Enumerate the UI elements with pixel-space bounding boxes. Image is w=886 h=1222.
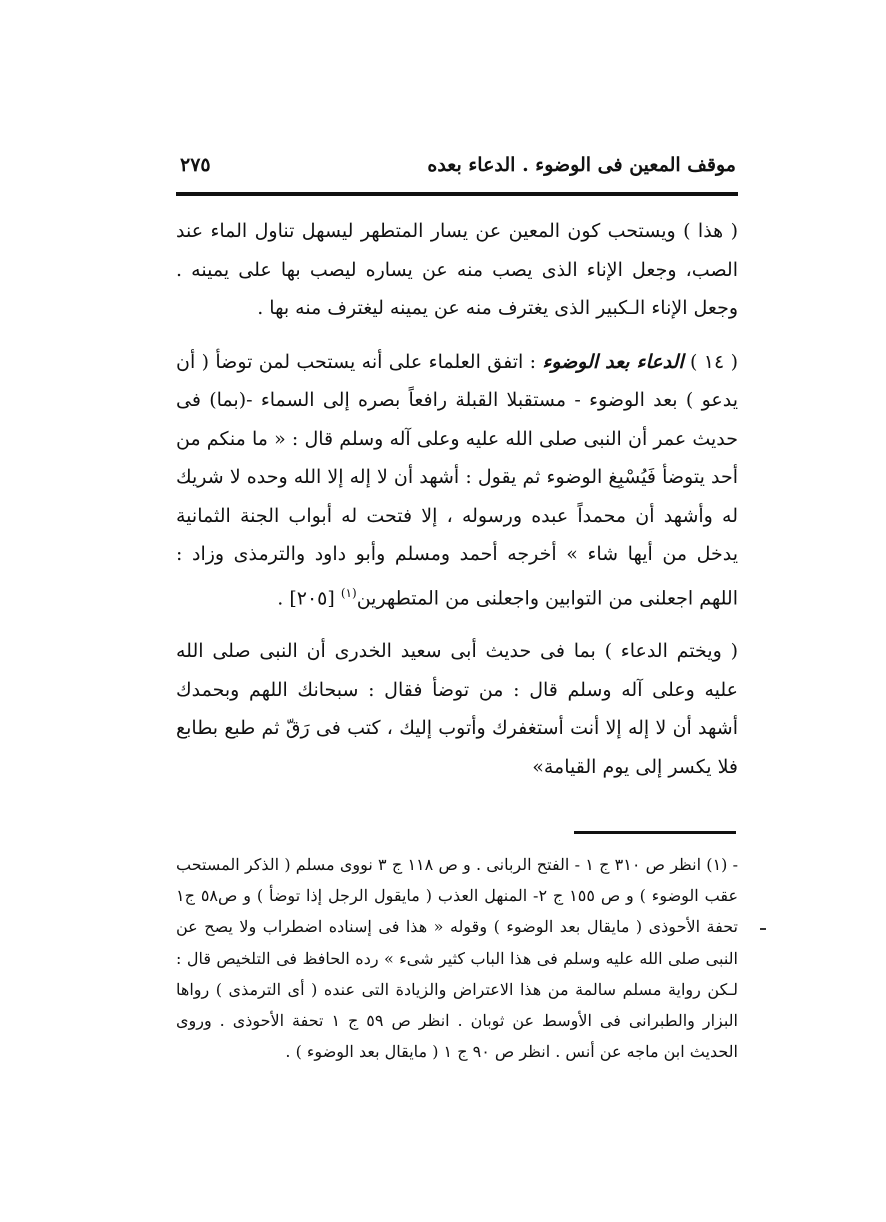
page-header [178,150,736,190]
hadith-reference-number: [٢٠٥] . [277,586,335,609]
footnotes [176,849,738,1067]
footnote-reference: (١) [340,585,357,600]
page-number: ٢٧٥ [180,154,211,176]
section-title: الدعاء بعد الوضوء [542,350,684,373]
running-title: موقف المعين فى الوضوء . الدعاء بعده [427,154,736,176]
header-rule [176,192,738,196]
section-number: ( ١٤ ) [690,350,739,373]
footnote-1: - (١) انظر ص ٣١٠ ج ١ - الفتح الربانى . و ص ١١٨ ج ٣ نووى مسلم ( الذكر المستحب عقب الوضوء ) و ص ١٥٥ ج ٢- المنهل العذب ( مايقول الرجل إذا توضأ ) و ص٥٨ ج١ تحفة الأحوذى ( مايقال بعد الوضوء ) وقوله « هذا فى إسناده اضطراب ولا يصح عن النبى صلى الله عليه وسلم فى هذا الباب كثير شىء » رده الحافظ فى التلخيص قال : لـكن رواية مسلم سالمة من هذا الاعتراض والزيادة التى عنده ( أى الترمذى ) رواها البزار والطبرانى فى الأوسط عن ثوبان . انظر ص ٥٩ ج ١ تحفة الأحوذى . وروى الحديث ابن ماجه عن أنس . انظر ص ٩٠ ج ١ ( مايقال بعد الوضوء ) . [176,855,739,1062]
scan-speck [760,928,766,930]
paragraph-dua-after-wudu [176,343,738,618]
body-text [176,212,738,786]
paragraph-helper-position: ( هذا ) ويستحب كون المعين عن يسار المتطهر ليسهل تناول الماء عند الصب، وجعل الإناء الذى يصب منه عن يساره ليصب بها على يمينه . وجعل الإناء الـكبير الذى يغترف منه عن يمينه ليغترف منه بها . [176,220,738,319]
paragraph-text: : اتفق العلماء على أنه يستحب لمن توضأ ( أن يدعو ) بعد الوضوء - مستقبلا القبلة رافعاً بصره إلى السماء -(بما) فى حديث عمر أن النبى صلى الله عليه وعلى آله وسلم قال : « ما منكم من أحد يتوضأ فَيُسْبِغ الوضوء ثم يقول : أشهد أن لا إله إلا الله وحده لا شريك له وأشهد أن محمداً عبده ورسوله ، إلا فتحت له أبواب الجنة الثمانية يدخل من أيها شاء » أخرجه أحمد ومسلم وأبو داود والترمذى وزاد : اللهم اجعلنى من التوابين واجعلنى من المتطهرين [176,350,738,609]
footnote-rule [574,831,736,834]
paragraph-closing-dua: ( ويختم الدعاء ) بما فى حديث أبى سعيد الخدرى أن النبى صلى الله عليه وعلى آله وسلم قال : من توضأ فقال : سبحانك اللهم وبحمدك أشهد أن لا إله إلا أنت أستغفرك وأتوب إليك ، كتب فى رَقّ ثم طبع بطابع فلا يكسر إلى يوم القيامة» [176,640,738,778]
